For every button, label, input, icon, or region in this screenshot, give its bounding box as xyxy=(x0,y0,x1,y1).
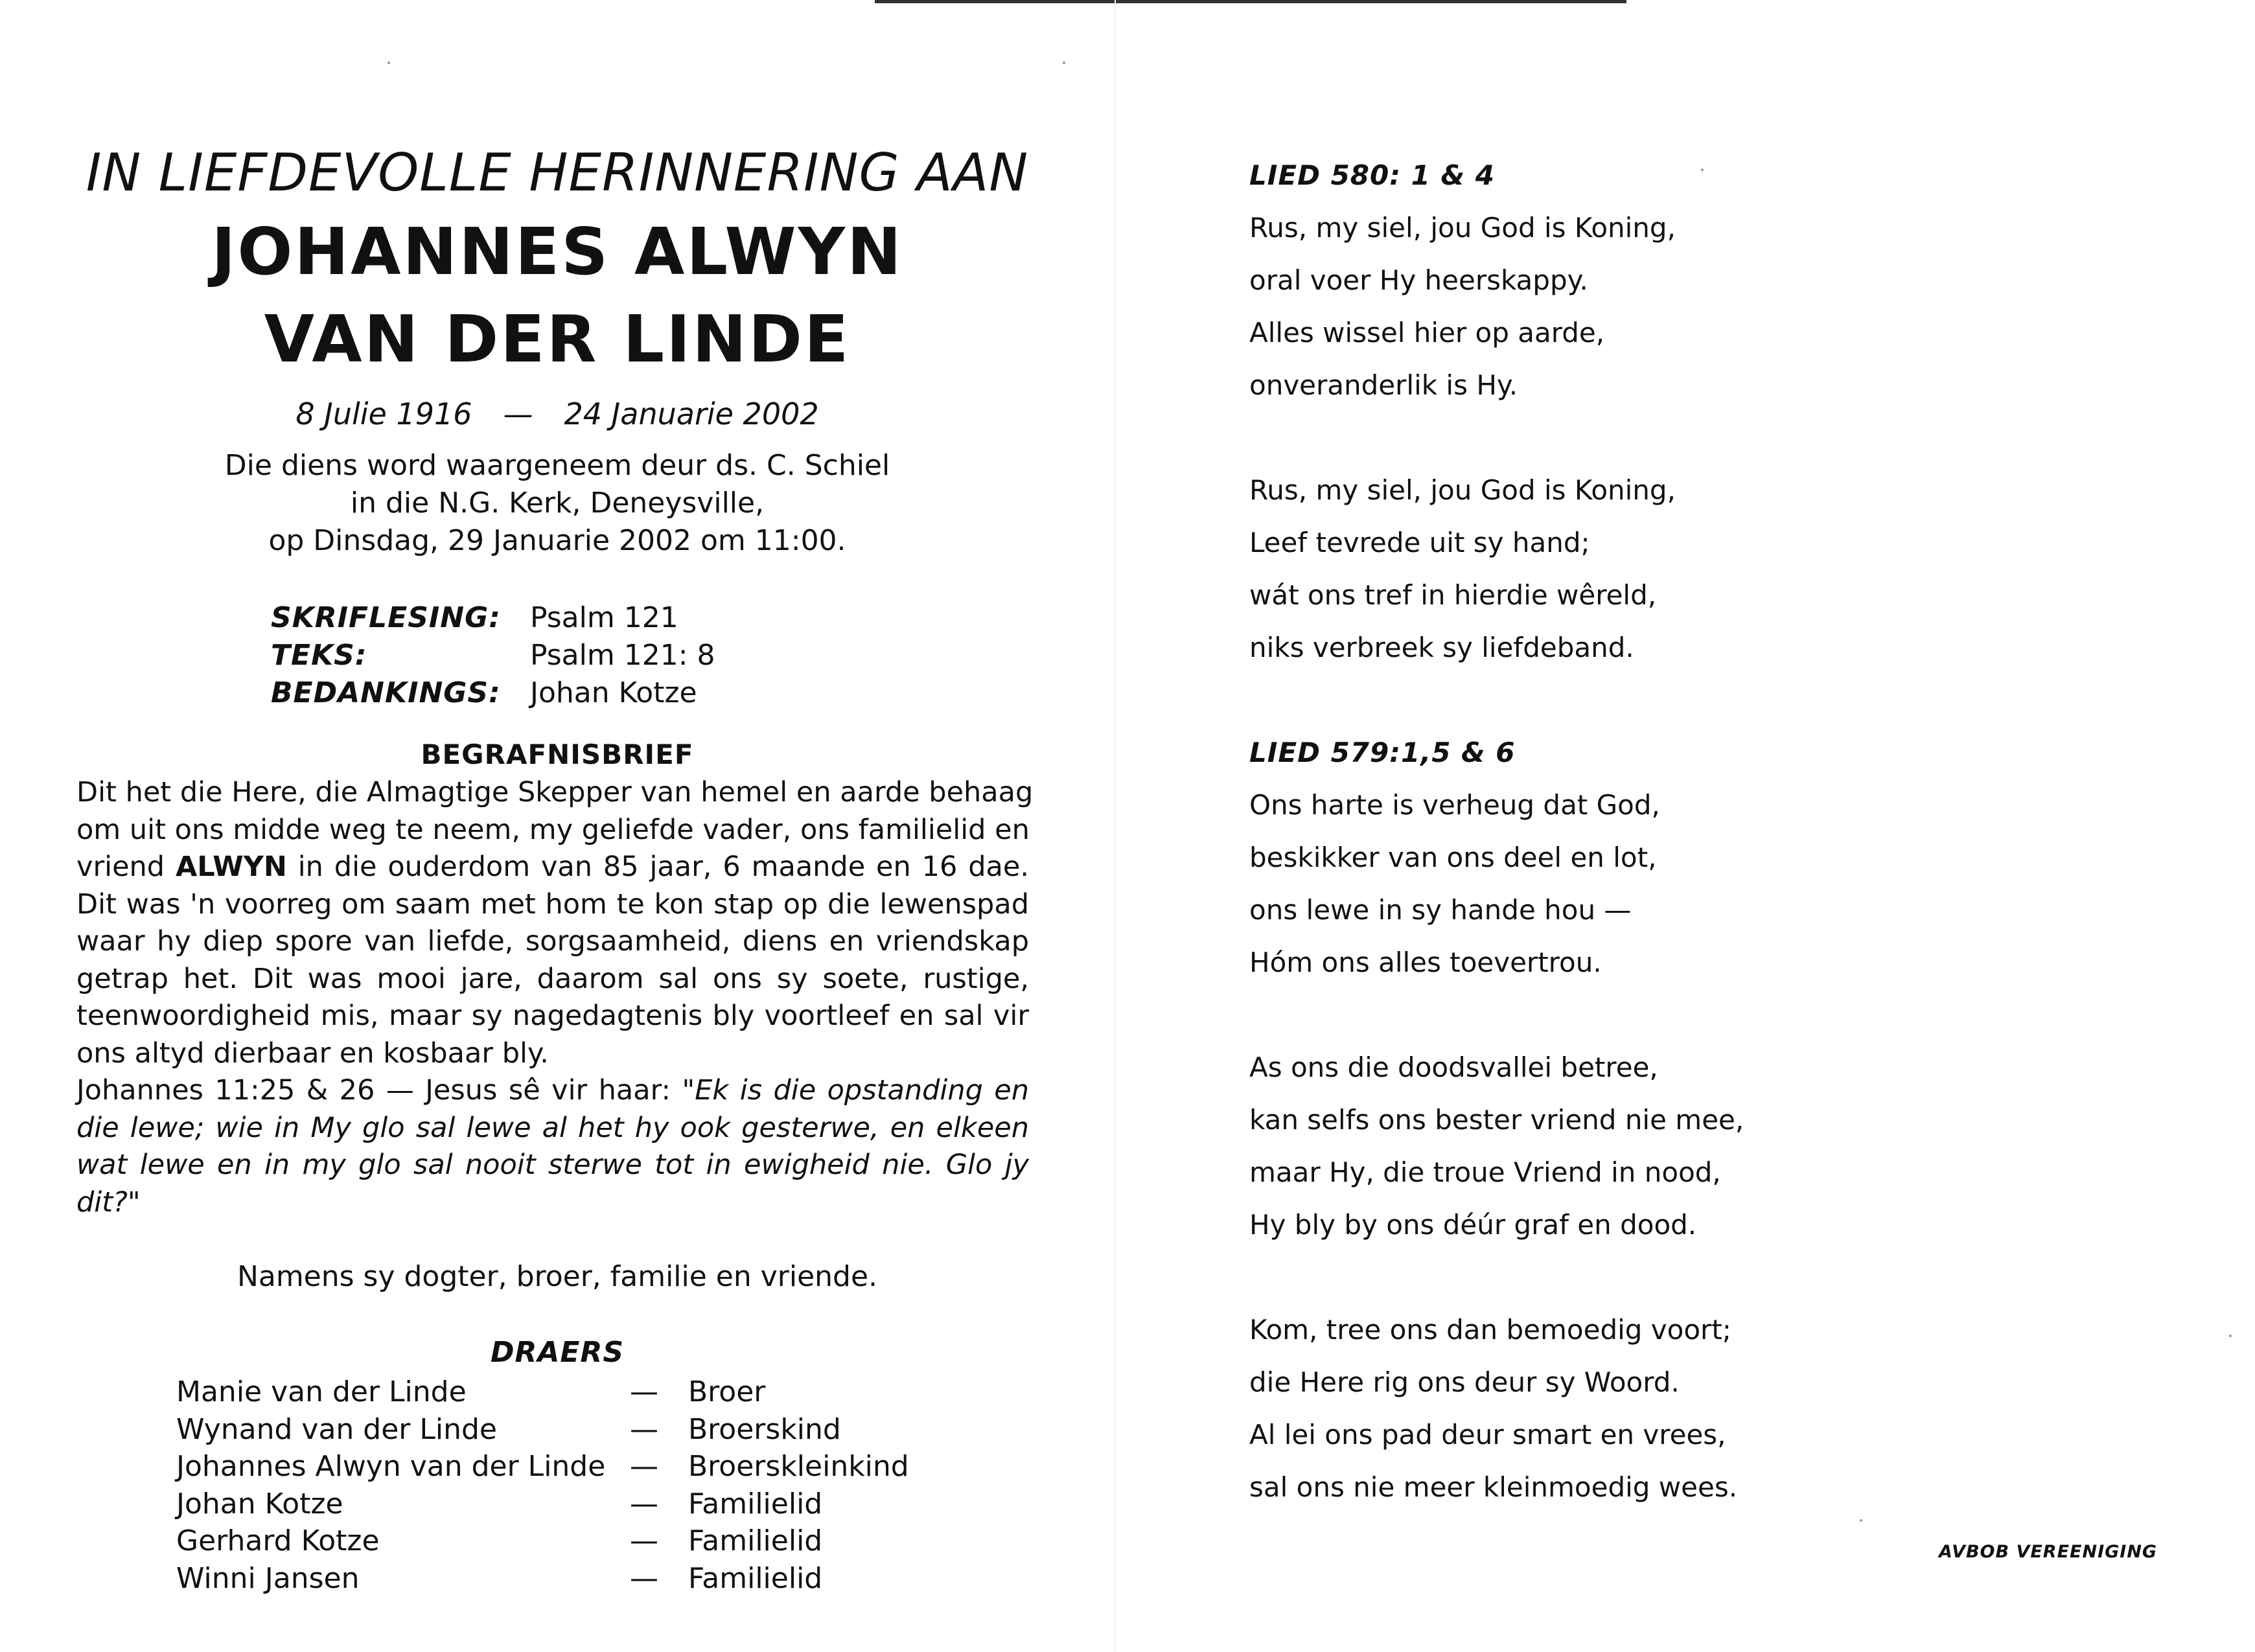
hymn-title: LIED 579:1,5 & 6 xyxy=(1249,737,1516,768)
pallbearer-relation: Broerskleinkind xyxy=(688,1450,909,1483)
letter-text: vriend xyxy=(76,851,165,883)
letter-line: Dit het die Here, die Almagtige Skepper van hemel en aarde behaag xyxy=(76,776,1034,809)
scripture-quote: "Ek is die opstanding en xyxy=(682,1074,1029,1107)
letter-line: Dit was 'n voorreg om saam met hom te kon stap op die lewenspad xyxy=(76,888,1029,921)
pallbearer-dash: — xyxy=(630,1561,658,1595)
reading-row xyxy=(271,674,715,712)
hymn-line: Rus, my siel, jou God is Koning, xyxy=(1249,212,1676,244)
scan-speck xyxy=(1701,168,1704,171)
pallbearer-dash: — xyxy=(630,1524,658,1557)
pallbearer-relation: Familielid xyxy=(688,1561,823,1595)
hymn-line: ons lewe in sy hande hou — xyxy=(1249,894,1632,926)
reading-label: BEDANKINGS: xyxy=(271,676,501,709)
scan-speck xyxy=(2229,1335,2232,1337)
hymn-line: Kom, tree ons dan bemoedig voort; xyxy=(1249,1314,1731,1346)
reading-label: SKRIFLESING: xyxy=(271,601,501,634)
hymn-line: wát ons tref in hierdie wêreld, xyxy=(1249,579,1657,611)
hymn-line: Al lei ons pad deur smart en vrees, xyxy=(1249,1419,1726,1451)
death-date: 24 Januarie 2002 xyxy=(564,396,819,431)
scripture-quote: dit?" xyxy=(76,1186,141,1219)
pallbearer-name: Gerhard Kotze xyxy=(176,1524,380,1557)
hymn-line: sal ons nie meer kleinmoedig wees. xyxy=(1249,1471,1738,1503)
hymn-line: kan selfs ons bester vriend nie mee, xyxy=(1249,1104,1744,1136)
service-line: Die diens word waargeneem deur ds. C. Schiel xyxy=(224,449,890,482)
pallbearer-relation: Broer xyxy=(688,1375,766,1408)
reading-label: TEKS: xyxy=(271,639,367,672)
hymn-title: LIED 580: 1 & 4 xyxy=(1249,159,1495,191)
hymn-line: As ons die doodsvallei betree, xyxy=(1249,1051,1658,1083)
verse-gap xyxy=(1249,989,1744,1041)
letter-line xyxy=(76,1147,1029,1184)
letter-text: in die ouderdom van 85 jaar, 6 maande en 16 dae. xyxy=(297,851,1029,883)
pallbearer-relation: Familielid xyxy=(688,1487,823,1520)
hymn-line: onveranderlik is Hy. xyxy=(1249,369,1518,401)
publisher-credit: AVBOB VEREENIGING xyxy=(1939,1542,2158,1562)
hymn-line: Hy bly by ons déúr graf en dood. xyxy=(1249,1209,1697,1241)
hymn-line: oral voer Hy heerskappy. xyxy=(1249,264,1588,296)
pallbearer-row xyxy=(176,1411,909,1449)
funeral-letter-title: BEGRAFNISBRIEF xyxy=(421,739,694,770)
letter-text: Johannes 11:25 & 26 — Jesus sê vir haar: xyxy=(76,1074,671,1107)
verse-gap xyxy=(1249,674,1744,726)
memorial-heading: IN LIEFDEVOLLE HERINNERING AAN xyxy=(86,143,1029,203)
letter-line: om uit ons midde weg te neem, my geliefde vader, ons familielid en xyxy=(76,813,1030,846)
deceased-name-line2: VAN DER LINDE xyxy=(264,301,851,377)
hymn-line: Leef tevrede uit sy hand; xyxy=(1249,527,1590,558)
readings-list xyxy=(271,599,715,712)
letter-line: getrap het. Dit was mooi jare, daarom sal ons sy soete, rustige, xyxy=(76,962,1029,995)
service-line: op Dinsdag, 29 Januarie 2002 om 11:00. xyxy=(268,524,846,557)
card-fold xyxy=(1115,0,1116,1652)
reading-row xyxy=(271,599,715,637)
verse-gap xyxy=(1249,1251,1744,1303)
hymn-line: Hóm ons alles toevertrou. xyxy=(1249,946,1602,978)
right-panel xyxy=(1249,149,1744,1513)
scripture-quote: wat lewe en in my glo sal nooit sterwe tot in ewigheid nie. Glo jy xyxy=(76,1149,1029,1181)
letter-line: teenwoordigheid mis, maar sy nagedagtenis bly voortleef en sal vir xyxy=(76,1000,1029,1032)
service-line: in die N.G. Kerk, Deneysville, xyxy=(350,487,765,520)
pallbearers-list xyxy=(176,1373,909,1597)
pallbearer-name: Wynand van der Linde xyxy=(176,1412,497,1446)
on-behalf-of: Namens sy dogter, broer, familie en vriende. xyxy=(237,1260,878,1293)
letter-line xyxy=(76,1184,1029,1222)
pallbearer-name: Johan Kotze xyxy=(176,1487,343,1520)
birth-date: 8 Julie 1916 xyxy=(295,396,472,431)
pallbearer-row xyxy=(176,1373,909,1411)
hymn-line: beskikker van ons deel en lot, xyxy=(1249,842,1657,873)
hymn-line: niks verbreek sy liefdeband. xyxy=(1249,632,1634,663)
pallbearer-dash: — xyxy=(630,1375,658,1408)
service-details xyxy=(0,447,1115,560)
pallbearer-row xyxy=(176,1560,909,1598)
scan-speck xyxy=(1063,62,1065,64)
reading-value: Psalm 121: 8 xyxy=(530,639,715,672)
life-dates xyxy=(0,396,1115,431)
pallbearer-name: Manie van der Linde xyxy=(176,1375,467,1408)
letter-name-bold: ALWYN xyxy=(175,851,287,883)
letter-line xyxy=(76,1110,1029,1147)
funeral-letter-body xyxy=(76,774,1034,1221)
reading-row xyxy=(271,637,715,674)
pallbearer-relation: Broerskind xyxy=(688,1412,841,1446)
deceased-name-line1: JOHANNES ALWYN xyxy=(211,214,903,290)
pallbearer-name: Johannes Alwyn van der Linde xyxy=(176,1450,606,1483)
hymn-line: Rus, my siel, jou God is Koning, xyxy=(1249,474,1676,506)
letter-line xyxy=(76,1072,1029,1110)
hymn-line: Ons harte is verheug dat God, xyxy=(1249,789,1660,821)
scan-speck xyxy=(387,62,390,64)
letter-line: ons altyd dierbaar en kosbaar bly. xyxy=(76,1037,549,1070)
pallbearer-relation: Familielid xyxy=(688,1524,823,1557)
reading-value: Johan Kotze xyxy=(530,676,697,709)
scripture-quote: die lewe; wie in My glo sal lewe al het hy ook gesterwe, en elkeen xyxy=(76,1111,1029,1144)
pallbearer-row xyxy=(176,1522,909,1560)
pallbearer-dash: — xyxy=(630,1450,658,1483)
left-panel xyxy=(0,0,1115,1652)
letter-line xyxy=(76,849,1029,886)
pallbearer-row xyxy=(176,1486,909,1523)
hymn-line: maar Hy, die troue Vriend in nood, xyxy=(1249,1156,1721,1188)
pallbearer-name: Winni Jansen xyxy=(176,1561,360,1595)
hymn-line: Alles wissel hier op aarde, xyxy=(1249,317,1605,349)
letter-line: waar hy diep spore van liefde, sorgsaamheid, diens en vriendskap xyxy=(76,925,1029,958)
scan-speck xyxy=(1860,1519,1862,1522)
reading-value: Psalm 121 xyxy=(530,601,678,634)
verse-gap xyxy=(1249,411,1744,464)
pallbearer-dash: — xyxy=(630,1412,658,1446)
hymn-line: die Here rig ons deur sy Woord. xyxy=(1249,1366,1680,1398)
pallbearer-row xyxy=(176,1448,909,1486)
pallbearer-dash: — xyxy=(630,1487,658,1520)
date-dash: — xyxy=(503,396,533,431)
pallbearers-title: DRAERS xyxy=(490,1336,625,1369)
